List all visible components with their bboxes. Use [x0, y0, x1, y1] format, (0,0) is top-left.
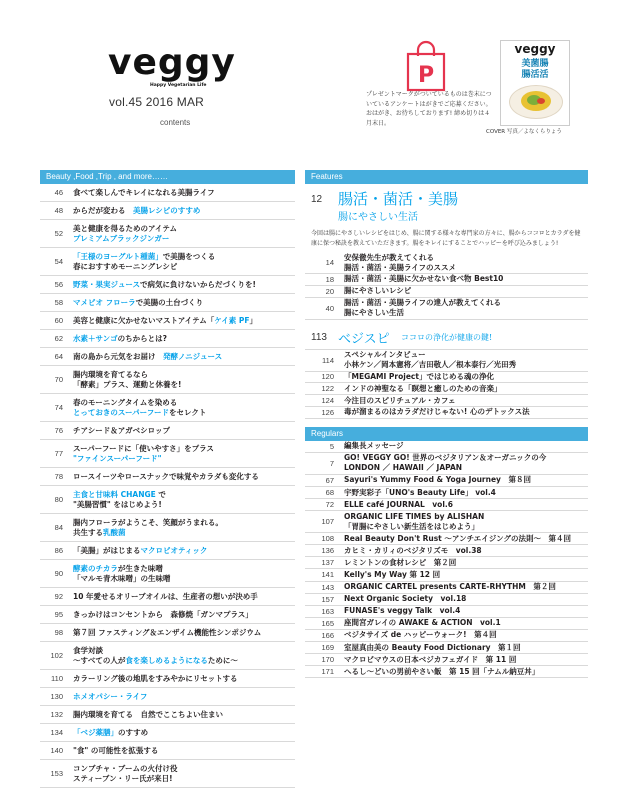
regulars-toc-list [305, 441, 588, 679]
toc-row[interactable] [305, 350, 588, 372]
section-bar-beauty: Beauty ,Food ,Trip , and more…… [40, 170, 295, 184]
toc-title-text: 食べて楽しんでキレイになれる美腸ライフ [73, 187, 215, 197]
toc-title [344, 286, 588, 296]
toc-page-number: 60 [54, 316, 63, 325]
toc-row[interactable] [40, 348, 295, 366]
toc-title [73, 674, 295, 684]
toc-title [73, 646, 295, 666]
toc-title-text: 編集長メッセージ [344, 441, 404, 451]
toc-title-text: をセレクト [169, 407, 207, 417]
toc-title [73, 564, 295, 584]
toc-page-number: 140 [50, 746, 63, 755]
toc-row[interactable] [305, 395, 588, 407]
toc-title-text: 春におすすめモーニングレシピ [73, 261, 178, 271]
toc-title-text: 「マルモ青木味噌」の生味噌 [73, 573, 171, 583]
toc-title [344, 384, 588, 394]
toc-title-text: 第７回 ファスティング＆エンザイム機能性シンポジウム [73, 627, 262, 637]
toc-row[interactable] [305, 475, 588, 487]
toc-row[interactable] [40, 742, 295, 760]
toc-row[interactable] [40, 312, 295, 330]
toc-title-highlight: ケイ素 PF [214, 315, 250, 325]
toc-row[interactable] [40, 366, 295, 394]
toc-title-text: 安保徹先生が教えてくれる [344, 252, 434, 262]
toc-title-text: LONDON ／ HAWAII ／ JAPAN [344, 463, 463, 473]
toc-title [73, 188, 295, 198]
toc-page-number: 153 [50, 769, 63, 778]
toc-page-number: 5 [329, 441, 334, 451]
toc-page-number: 46 [54, 188, 63, 197]
toc-row[interactable] [305, 594, 588, 606]
cover-food-image [537, 98, 545, 104]
feature-second-page: 113 [311, 331, 327, 343]
toc-title-highlight: 乳酸菌 [103, 527, 126, 537]
toc-title-text: ベジタサイズ de ハッピーウォーク! 第４回 [344, 630, 497, 640]
toc-title-text: ORGANIC CARTEL presents CARTE-RHYTHM 第２回 [344, 582, 556, 592]
toc-title-text: 今注目のスピリチュアル・カフェ [344, 395, 456, 405]
toc-title-text: レミントンの食材レシピ 第２回 [344, 557, 457, 567]
toc-page-number: 169 [321, 643, 334, 653]
toc-row[interactable] [40, 670, 295, 688]
toc-title-text: カヒミ・カリィのベジタリズモ vol.38 [344, 545, 482, 555]
toc-row[interactable] [305, 630, 588, 642]
toc-title [344, 475, 588, 485]
toc-title-highlight: マクロビオティック [140, 545, 208, 555]
toc-title [344, 606, 588, 616]
toc-title-text: 春のモーニングタイムを染める [73, 397, 178, 407]
toc-page-number: 80 [54, 495, 63, 504]
toc-title-text: ～すべての人が [73, 655, 126, 665]
toc-row[interactable] [305, 569, 588, 581]
feature-main-title: 腸活・菌活・美腸 [338, 190, 459, 208]
toc-row[interactable] [305, 453, 588, 475]
toc-page-number: 74 [54, 403, 63, 412]
feature-toc-list [305, 252, 588, 320]
toc-title-text: のちからとは? [117, 333, 167, 343]
toc-row[interactable] [40, 760, 295, 788]
toc-row[interactable] [40, 606, 295, 624]
toc-title [73, 692, 295, 702]
cover-title-line-2: 腸活活 [521, 70, 549, 80]
svg-text:P: P [417, 63, 435, 88]
toc-page-number: 70 [54, 375, 63, 384]
toc-page-number: 110 [51, 674, 63, 683]
toc-title-text: 「美腸」がはじまる [73, 545, 141, 555]
toc-title [73, 252, 295, 272]
toc-page-number: 76 [54, 426, 63, 435]
toc-page-number: 90 [54, 569, 63, 578]
toc-row[interactable] [305, 499, 588, 511]
toc-row[interactable] [305, 441, 588, 453]
toc-title [73, 444, 295, 464]
toc-title-text: ELLE café JOURNAL vol.6 [344, 499, 453, 509]
toc-row[interactable] [40, 514, 295, 542]
toc-title [73, 280, 295, 290]
toc-page-number: 102 [50, 651, 63, 660]
toc-title [344, 274, 588, 284]
cover-title-line-1: 美菌腸 [521, 59, 549, 69]
toc-row[interactable] [40, 642, 295, 670]
toc-title [344, 534, 588, 544]
toc-title-highlight: プレミアムブラックジンガー [73, 233, 170, 243]
toc-page-number: 141 [321, 570, 334, 580]
toc-title-highlight: "ファインスーパーフード" [73, 453, 162, 463]
toc-row[interactable] [40, 276, 295, 294]
toc-row[interactable] [305, 407, 588, 419]
toc-row[interactable] [40, 422, 295, 440]
toc-title [73, 490, 295, 510]
toc-title [344, 512, 588, 532]
feature-second-subtitle: ココロの浄化が健康の鍵! [401, 332, 493, 342]
toc-title [344, 667, 588, 677]
toc-row[interactable] [305, 618, 588, 630]
toc-title [73, 426, 295, 436]
toc-title-text: インドの神聖なる「瞑想と癒しのための音楽」 [344, 383, 502, 393]
toc-row[interactable] [305, 582, 588, 594]
toc-row[interactable] [40, 688, 295, 706]
toc-title [73, 224, 295, 244]
toc-page-number: 18 [325, 274, 334, 284]
toc-row[interactable] [40, 588, 295, 606]
toc-title-text: "食" の可能性を拡張する [73, 745, 159, 755]
toc-row[interactable] [305, 606, 588, 618]
toc-title-text: 腸内フローラがようこそ、笑顔がうまれる。 [73, 517, 223, 527]
toc-page-number: 64 [54, 352, 63, 361]
toc-page-number: 62 [54, 334, 63, 343]
feature-main-description: 今回は腸にやさしいレシピをはじめ、腸に関する様々な専門家の方々に、腸からココロとカラダを健康に保つ秘訣を教えていただきます。腸をキレイにすることでハッピーを呼び込みましょう! [311, 230, 581, 247]
toc-title-text: スーパーフードに「使いやすさ」をプラス [73, 443, 214, 453]
feature-main[interactable] [305, 184, 588, 252]
toc-row[interactable] [40, 724, 295, 742]
feature-second-title: ベジスピ [338, 331, 390, 347]
toc-title [344, 298, 588, 318]
toc-page-number: 136 [321, 546, 334, 556]
toc-title [344, 582, 588, 592]
toc-row[interactable] [305, 642, 588, 654]
toc-title-text: 腸活・菌活・美腸ライフの達人が教えてくれる [344, 298, 502, 308]
toc-title [344, 546, 588, 556]
toc-page-number: 166 [321, 630, 334, 640]
toc-title [344, 253, 588, 273]
toc-title [344, 594, 588, 604]
toc-title-text: ために～ [207, 655, 238, 665]
toc-title [344, 372, 588, 382]
toc-title [73, 334, 295, 344]
toc-title [344, 570, 588, 580]
left-column [40, 170, 295, 788]
toc-page-number: 7 [329, 458, 334, 468]
toc-page-number: 68 [325, 488, 334, 498]
toc-row[interactable] [40, 542, 295, 560]
magazine-logo: veggy [108, 42, 236, 83]
toc-page-number: 48 [54, 206, 63, 215]
toc-title [73, 206, 295, 216]
toc-title-text: 室屋真由美の Beauty Food Dictionary 第１回 [344, 642, 521, 652]
toc-title-text: 小林ケン／岡本憲将／吉田敬人／根本泰行／光田秀 [344, 360, 517, 370]
toc-page-number: 126 [321, 407, 334, 417]
toc-page-number: 95 [54, 610, 63, 619]
toc-title [73, 472, 295, 482]
toc-row[interactable] [305, 654, 588, 666]
toc-title-highlight: 美腸レシピのすすめ [133, 205, 201, 215]
toc-title-text: 座間宮ガレイの AWAKE & ACTION vol.1 [344, 618, 501, 628]
toc-row[interactable] [305, 252, 588, 274]
toc-row[interactable] [305, 545, 588, 557]
toc-page-number: 134 [50, 728, 63, 737]
toc-row[interactable] [40, 294, 295, 312]
toc-title-text: カラーリング後の地肌をすみやかにリセットする [73, 673, 238, 683]
toc-page-number: 114 [322, 355, 334, 365]
toc-title-text: コンブチャ・ブームの火付け役 [73, 763, 178, 773]
toc-title-text: 腸活・菌活・美腸ライフのススメ [344, 262, 457, 272]
present-bag-icon [404, 40, 448, 92]
toc-title [73, 728, 295, 738]
toc-title-text: からだが変わる [73, 205, 133, 215]
toc-title-highlight: とっておきのスーパーフード [73, 407, 169, 417]
toc-row[interactable] [305, 557, 588, 569]
toc-title-text: 「胃腸にやさしい新生活をはじめよう」 [344, 521, 479, 531]
toc-title-text: チアシード＆アガベシロップ [73, 425, 170, 435]
toc-page-number: 78 [54, 472, 63, 481]
toc-row[interactable] [40, 220, 295, 248]
right-column [305, 170, 588, 678]
toc-title [73, 398, 295, 418]
toc-title [73, 592, 295, 602]
toc-title-text: 美容と健康に欠かせないマストアイテム「 [73, 315, 215, 325]
toc-page-number: 14 [325, 258, 334, 267]
toc-title [344, 488, 588, 498]
toc-page-number: 58 [54, 298, 63, 307]
cover-title [501, 59, 569, 81]
toc-title-text: マクロビマウスの日本ベジカフェガイド 第 11 回 [344, 654, 517, 664]
toc-title [344, 407, 588, 417]
toc-row[interactable] [40, 184, 295, 202]
toc-title-text: ORGANIC LIFE TIMES by ALISHAN [344, 511, 485, 521]
toc-row[interactable] [40, 560, 295, 588]
toc-title-text: スペシャルインタビュー [344, 350, 426, 360]
toc-title-text: GO! VEGGY GO! 世界のベジタリアン＆オーガニックの今 [344, 453, 547, 463]
toc-title [73, 628, 295, 638]
toc-row[interactable] [40, 330, 295, 348]
toc-title [344, 500, 588, 510]
toc-title-highlight: 水素＋サンゴ [73, 333, 118, 343]
toc-title-text: 腸活・菌活・美腸に欠かせない食べ物 Best10 [344, 274, 504, 284]
toc-row[interactable] [305, 666, 588, 678]
toc-title [73, 764, 295, 784]
toc-row[interactable] [40, 248, 295, 276]
toc-title-highlight: マメビオ フローラ [73, 297, 136, 307]
toc-title-highlight: ホメオパシー・ライフ [73, 691, 148, 701]
toc-page-number: 92 [54, 592, 63, 601]
toc-page-number: 84 [54, 523, 63, 532]
toc-page-number: 137 [321, 558, 334, 568]
toc-page-number: 52 [54, 229, 63, 238]
toc-title-highlight: 食を楽しめるようになる [125, 655, 208, 665]
toc-title [73, 316, 295, 326]
toc-page-number: 20 [325, 286, 334, 296]
toc-page-number: 163 [321, 606, 334, 616]
toc-row[interactable] [305, 372, 588, 384]
toc-title-text: 腸内環境を育てるなら [73, 369, 148, 379]
toc-title [73, 518, 295, 538]
section-bar-features: Features [305, 170, 588, 184]
toc-title [344, 630, 588, 640]
toc-page-number: 107 [321, 517, 334, 527]
toc-page-number: 132 [50, 710, 63, 719]
toc-title [344, 618, 588, 628]
toc-title-text: ロースイーツやロースナックで味覚やカラダも変化する [73, 471, 259, 481]
toc-title-text: 腸にやさしいレシピ [344, 286, 412, 296]
toc-title [344, 558, 588, 568]
toc-title-text: Next Organic Society vol.18 [344, 594, 467, 604]
toc-title-highlight: 酵素のチカラ [73, 563, 118, 573]
toc-title [344, 655, 588, 665]
toc-title [344, 396, 588, 406]
feature-second[interactable] [305, 326, 588, 350]
toc-title-text: へるし～どいの男前やさい飯 第 15 回「ナムル納豆丼」 [344, 666, 540, 676]
toc-page-number: 72 [325, 500, 334, 510]
toc-title-text: "美腸習慣" をはじめよう! [73, 499, 162, 509]
toc-row[interactable] [305, 298, 588, 320]
toc-title-text: 腸にやさしい生活 [344, 308, 404, 318]
feature-second-toc-list [305, 350, 588, 419]
toc-title-text: Sayuri's Yummy Food & Yoga Journey 第８回 [344, 475, 531, 485]
toc-row[interactable] [40, 468, 295, 486]
feature-main-page: 12 [311, 194, 323, 205]
toc-page-number: 122 [321, 384, 334, 394]
toc-row[interactable] [305, 286, 588, 298]
issue-number: vol.45 2016 MAR [109, 95, 205, 109]
toc-title-text: 10 年愛せるオリーブオイルは、生産者の想いが決め手 [73, 591, 258, 601]
toc-title-highlight: 発酵ノニジュース [163, 351, 223, 361]
toc-row[interactable] [305, 511, 588, 533]
cover-thumbnail[interactable] [500, 40, 570, 126]
toc-row[interactable] [40, 624, 295, 642]
toc-title-text: きっかけはコンセントから 森修焼「ガンマプラス」 [73, 609, 253, 619]
toc-title-text: 宇野実彩子「UNO's Beauty Life」 vol.4 [344, 487, 496, 497]
toc-page-number: 170 [321, 655, 334, 665]
toc-row[interactable] [40, 440, 295, 468]
toc-page-number: 56 [54, 280, 63, 289]
left-toc-list [40, 184, 295, 788]
toc-page-number: 143 [321, 582, 334, 592]
toc-title-text: スティーブン・リー氏が来日! [73, 773, 173, 783]
toc-title [73, 370, 295, 390]
toc-page-number: 108 [321, 534, 334, 544]
toc-title [73, 546, 295, 556]
toc-title [73, 610, 295, 620]
toc-title-text: で病気に負けないからだづくりを! [139, 279, 256, 289]
contents-label: contents [160, 118, 191, 127]
toc-row[interactable] [305, 533, 588, 545]
toc-title [344, 453, 588, 473]
toc-page-number: 40 [325, 303, 334, 313]
toc-page-number: 157 [321, 594, 334, 604]
toc-page-number: 54 [54, 257, 63, 266]
toc-title-text: が生きた味噌 [117, 563, 163, 573]
toc-title [73, 352, 295, 362]
toc-row[interactable] [305, 383, 588, 395]
toc-title [73, 746, 295, 756]
feature-main-subtitle: 腸にやさしい生活 [338, 212, 418, 223]
toc-title-text: Real Beauty Don't Rust ～アンチエイジングの法則～ 第４回 [344, 533, 571, 543]
toc-title [73, 710, 295, 720]
toc-title-text: のすすめ [118, 727, 149, 737]
toc-title-text: 毒が溜まるのはカラダだけじゃない! 心のデトックス法 [344, 407, 530, 417]
toc-title-highlight: 野菜・果実ジュース [73, 279, 140, 289]
toc-page-number: 165 [321, 618, 334, 628]
section-bar-regulars: Regulars [305, 427, 588, 441]
toc-page-number: 86 [54, 546, 63, 555]
toc-row[interactable] [40, 394, 295, 422]
toc-page-number: 98 [54, 628, 63, 637]
toc-title-text: FUNASE's veggy Talk vol.4 [344, 606, 461, 616]
toc-title-text: 美と健康を得るためのアイテム [73, 223, 177, 233]
toc-title [344, 350, 588, 370]
toc-title-highlight: 「王様のヨーグルト種菌」 [73, 251, 163, 261]
toc-page-number: 130 [50, 692, 63, 701]
present-note: プレゼントマークがついているものは巻末についているアンケートはがきでご応募ください。おはがき、お待ちしております! 締め切りは４月末日。 [366, 91, 492, 127]
toc-title-text: で [155, 489, 166, 499]
toc-title-text: で美腸の土台づくり [135, 297, 204, 307]
toc-row[interactable] [40, 486, 295, 514]
toc-row[interactable] [40, 202, 295, 220]
toc-title-text: 食学対談 [73, 645, 103, 655]
toc-page-number: 171 [321, 667, 334, 677]
toc-row[interactable] [305, 274, 588, 286]
toc-page-number: 77 [54, 449, 63, 458]
toc-title-text: 」 [249, 315, 257, 325]
toc-title-text: 南の島から元気をお届け [73, 351, 163, 361]
toc-title-text: で美腸をつくる [162, 251, 216, 261]
cover-credit: COVER 写真／よなくらりょう [486, 129, 562, 135]
toc-title [344, 441, 588, 451]
magazine-tagline: Happy Vegetarian Life [150, 83, 207, 88]
toc-title-text: 共生する [73, 527, 103, 537]
toc-page-number: 67 [325, 475, 334, 485]
toc-title-text: 「MEGAMI Project」ではじめる魂の浄化 [344, 371, 494, 381]
cover-logo: veggy [514, 42, 556, 56]
toc-title-text: 腸内環境を育てる 自然でここちよい住まい [73, 709, 223, 719]
toc-title [73, 298, 295, 308]
toc-title-text: Kelly's My Way 第 12 回 [344, 569, 441, 579]
toc-row[interactable] [305, 487, 588, 499]
toc-title-text: 「酵素」プラス、運動と休養を! [73, 379, 182, 389]
toc-title [344, 643, 588, 653]
toc-title-highlight: 主食と甘味料 CHANGE [73, 489, 156, 499]
toc-title-highlight: 「ベジ薬膳」 [73, 727, 118, 737]
toc-page-number: 124 [321, 396, 334, 406]
toc-page-number: 120 [321, 372, 334, 382]
toc-row[interactable] [40, 706, 295, 724]
